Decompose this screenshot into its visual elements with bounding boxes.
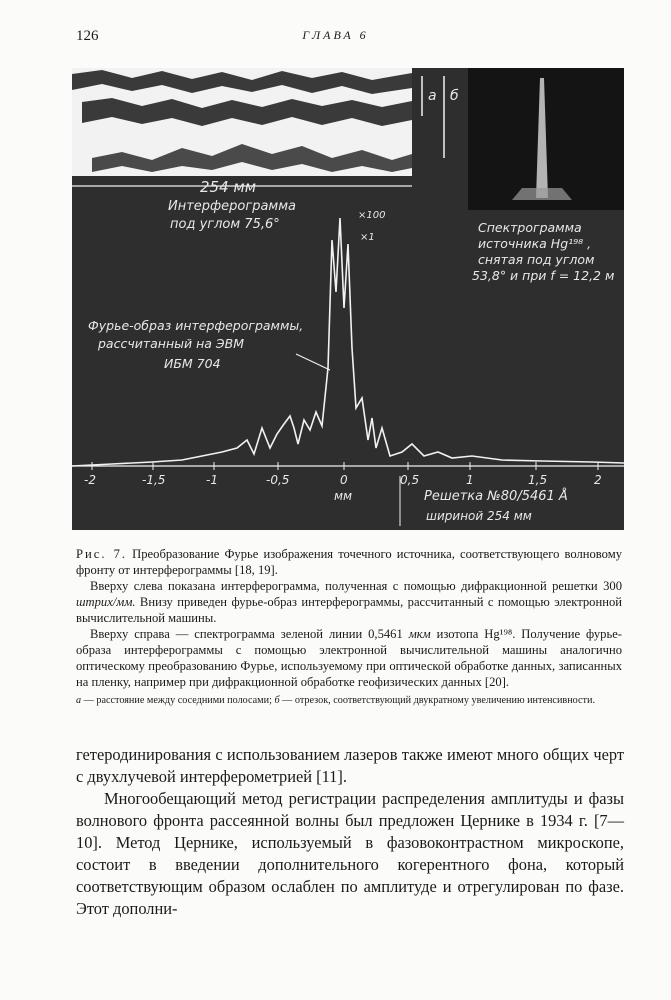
body-paragraph-2: Многообещающий метод регистрации распределения амплитуды и фазы волнового фронта рассеянной волны был предложен Цернике в 1934 г. [7—10]. Метод Цернике, используемый в фазовоконтрастном микроскопе, состоит в введении дополнительного когерентного фона, который соответствующим образом ослаблен по амплитуде и отрегулирован по фазе. Этот дополни- xyxy=(76,789,624,918)
footnote-b-key: б xyxy=(274,695,280,706)
caption-fig-label: Рис. 7. xyxy=(76,547,128,561)
caption-p1-start: Вверху слева показана интерферограмма, полученная с помощью дифракционной решетки 300 xyxy=(90,579,622,593)
tick-label: 2 xyxy=(594,473,602,487)
figure xyxy=(72,68,624,530)
spectrogram-label-line1: Спектрограмма xyxy=(478,220,582,235)
spectrogram-label-line4: 53,8° и при f = 12,2 м xyxy=(472,268,615,283)
tick-label: -2 xyxy=(84,473,96,487)
body-text xyxy=(76,744,624,920)
footnote-b-text: — отрезок, соответствующий двукратному увеличению интенсивности. xyxy=(279,695,595,706)
fourier-label-line3: ИБМ 704 xyxy=(164,356,221,371)
body-paragraph-1: гетеродинирования с использованием лазеров также имеют много общих черт с двухлучевой интерферометрией [11]. xyxy=(76,745,624,786)
tick-label: 1,5 xyxy=(528,473,548,487)
tick-label: -0,5 xyxy=(266,473,290,487)
tick-label: 1 xyxy=(466,473,474,487)
caption-title-text: Преобразование Фурье изображения точечного источника, соответствующего волновому фронту от интерферограммы [18, 19]. xyxy=(76,547,622,577)
axis-unit: мм xyxy=(334,489,353,503)
caption-p2-start: Вверху справа — спектрограмма зеленой линии 0,5461 xyxy=(90,627,409,641)
scale-x1: ×1 xyxy=(360,232,375,243)
tick-label: -1 xyxy=(206,473,218,487)
caption-p2-end: изотопа Hg¹⁹⁸. Получение фурье-образа интерферограммы с помощью электронной вычислительной машины аналогично оптическому преобразованию Фурье, используемому при оптической обработке данных, записанных на пленку, например при дифракционной обработке геофизических данных [20]. xyxy=(76,627,623,689)
figure-photo xyxy=(72,68,624,530)
caption-paragraph-1 xyxy=(76,578,622,626)
spectrogram-label-line3: снятая под углом xyxy=(478,252,595,267)
footnote-a-key: а xyxy=(76,695,82,706)
caption-footnote xyxy=(76,694,622,707)
running-head: ГЛАВА 6 xyxy=(302,28,369,42)
caption-title xyxy=(76,546,622,578)
tick-label: -1,5 xyxy=(142,473,166,487)
interferogram-label-line2: под углом 75,6° xyxy=(170,217,280,232)
caption-p2-unit: мкм xyxy=(408,627,431,641)
figure-caption xyxy=(76,546,622,707)
tick-label: 0 xyxy=(340,473,348,487)
tick-label: 0,5 xyxy=(400,473,420,487)
caption-p1-unit: штрих/мм. xyxy=(76,595,136,609)
grating-label-line2: шириной 254 мм xyxy=(426,509,532,523)
label-b: б xyxy=(450,88,459,104)
page-number: 126 xyxy=(76,28,99,44)
spectrogram-base xyxy=(512,188,572,200)
caption-paragraph-2 xyxy=(76,626,622,690)
fourier-label-line2: рассчитанный на ЭВМ xyxy=(98,336,244,351)
footnote-a-text: — расстояние между соседними полосами; xyxy=(81,695,275,706)
scale-x100: ×100 xyxy=(358,210,386,221)
fourier-label-line1: Фурье-образ интерферограммы, xyxy=(88,318,304,333)
dimension-label: 254 мм xyxy=(200,178,257,196)
interferogram-label-line1: Интерферограмма xyxy=(168,199,296,214)
label-a: а xyxy=(428,88,437,104)
spectrogram-label-line2: источника Hg¹⁹⁸ , xyxy=(478,236,592,251)
grating-label-line1: Решетка №80/5461 Å xyxy=(424,489,568,504)
caption-p1-end: Внизу приведен фурье-образ интерферограммы, рассчитанный с помощью электронной вычислительной машины. xyxy=(76,595,622,625)
